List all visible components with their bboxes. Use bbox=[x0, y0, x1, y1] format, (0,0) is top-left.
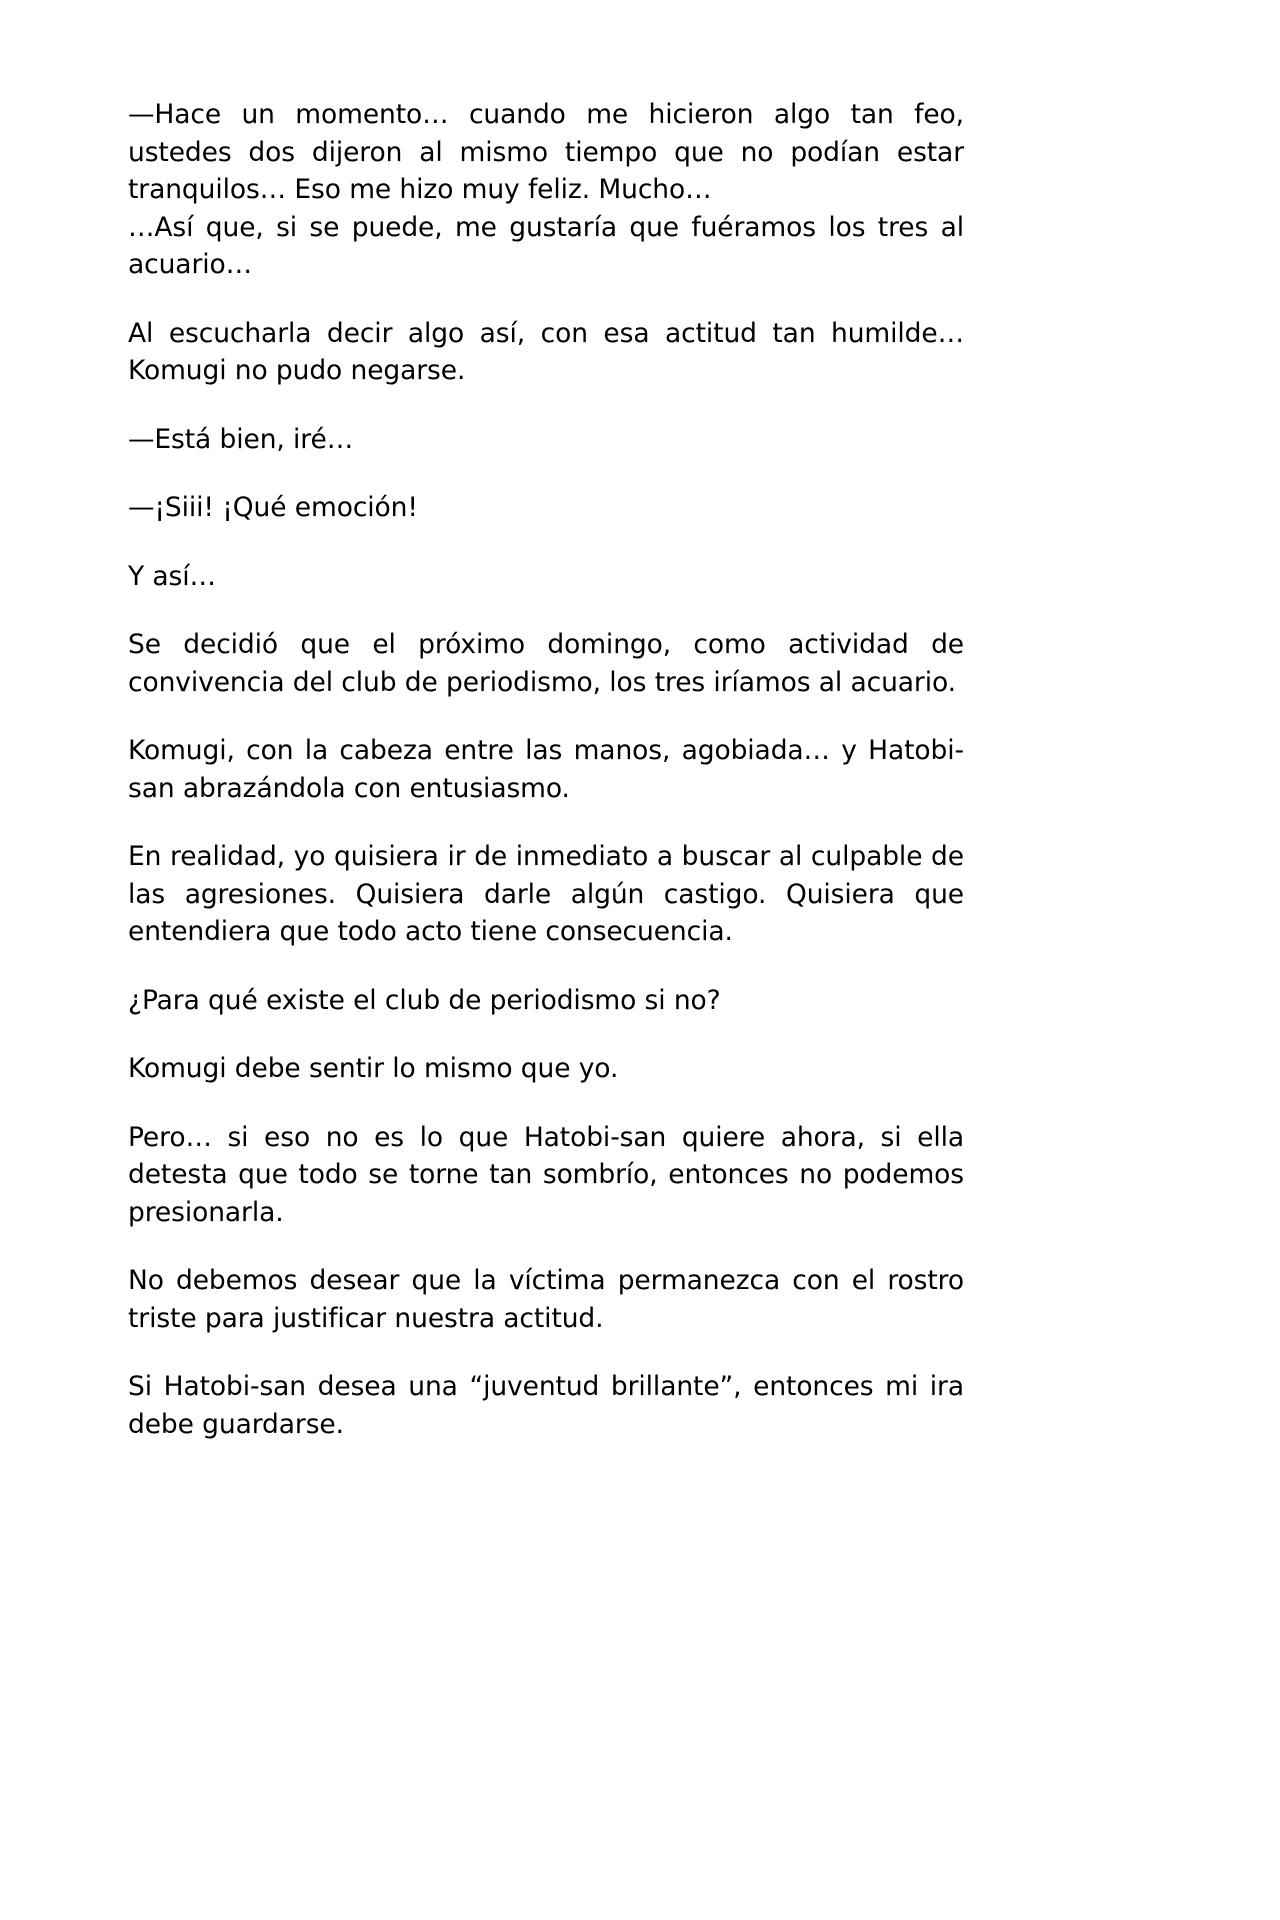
paragraph-dialogue-hatobi-1: —Hace un momento… cuando me hicieron algo tan feo, ustedes dos dijeron al mismo tiempo que no podían estar tranquilos… Eso me hizo muy feliz. Mucho… bbox=[128, 99, 964, 205]
paragraph-en-realidad-culpable: En realidad, yo quisiera ir de inmediato a buscar al culpable de las agresiones. Quisiera darle algún castigo. Quisiera que entendiera que todo acto tiene consecuencia. bbox=[128, 841, 964, 947]
paragraph-komugi-debe-sentir: Komugi debe sentir lo mismo que yo. bbox=[128, 1053, 619, 1084]
paragraph-juventud-brillante: Si Hatobi-san desea una “juventud brillante”, entonces mi ira debe guardarse. bbox=[128, 1371, 964, 1440]
paragraph-pero-hatobi-quiere: Pero… si eso no es lo que Hatobi-san quiere ahora, si ella detesta que todo se torne tan sombrío, entonces no podemos presionarla. bbox=[128, 1121, 964, 1228]
paragraph-komugi-agobiada: Komugi, con la cabeza entre las manos, agobiada… y Hatobi-san abrazándola con entusiasmo. bbox=[128, 735, 964, 804]
paragraph-no-debemos-desear: No debemos desear que la víctima permanezca con el rostro triste para justificar nuestra actitud. bbox=[128, 1265, 964, 1334]
paragraph-dialogue-esta-bien: —Está bien, iré… bbox=[128, 423, 354, 455]
paragraph-dialogue-hatobi-2: …Así que, si se puede, me gustaría que fuéramos los tres al acuario… bbox=[128, 211, 964, 280]
paragraph-y-asi: Y así… bbox=[128, 560, 216, 592]
paragraph-dialogue-siii: —¡Siii! ¡Qué emoción! bbox=[128, 492, 418, 523]
document-body bbox=[128, 96, 964, 1443]
paragraph-komugi-no-pudo-negarse: Al escucharla decir algo así, con esa actitud tan humilde… Komugi no pudo negarse. bbox=[128, 317, 964, 386]
paragraph-se-decidio-domingo: Se decidió que el próximo domingo, como actividad de convivencia del club de periodismo, los tres iríamos al acuario. bbox=[128, 629, 964, 698]
paragraph-para-que-existe-club: ¿Para qué existe el club de periodismo si no? bbox=[128, 984, 721, 1016]
